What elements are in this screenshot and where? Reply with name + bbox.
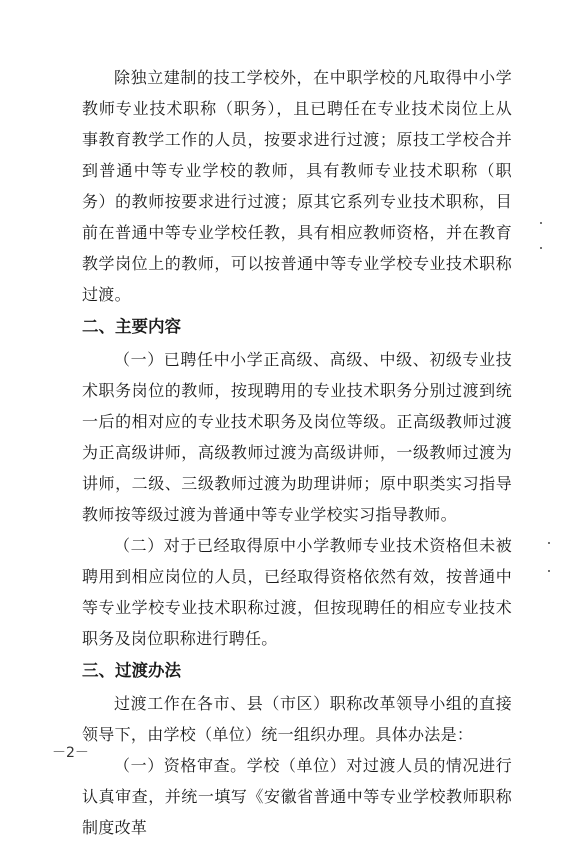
section-2-item-1: （一）已聘任中小学正高级、高级、中级、初级专业技术职务岗位的教师，按现聘用的专业技术职务分别过渡到统一后的相对应的专业技术职务及岗位等级。正高级教师过渡为正高级讲师，高级教师过渡为高级讲师，一级教师过渡为讲师，二级、三级教师过渡为助理讲师；原中职类实习指导教师按等级过渡为普通中等专业学校实习指导教师。 — [82, 350, 512, 524]
section-3-intro: 过渡工作在各市、县（市区）职称改革领导小组的直接领导下，由学校（单位）统一组织办理。具体办法是： — [82, 694, 512, 744]
paragraph-1: 除独立建制的技工学校外，在中职学校的凡取得中小学教师专业技术职称（职务），且已聘任在专业技术岗位上从事教育教学工作的人员，按要求进行过渡；原技工学校合并到普通中等专业学校的教师，具有教师专业技术职称（职务）的教师按要求进行过渡；原其它系列专业技术职称，目前在普通中等专业学校任教，具有相应教师资格，并在教育教学岗位上的教师，可以按普通中等专业学校专业技术职称过渡。 — [82, 68, 512, 304]
section-2-item-2: （二）对于已经取得原中小学教师专业技术资格但未被聘用到相应岗位的人员，已经取得资格依然有效，按普通中等专业学校专业技术职称过渡，但按现聘任的相应专业技术职务及岗位职称进行聘任。 — [82, 536, 512, 648]
section-2-heading: 二、主要内容 — [82, 317, 181, 336]
section-3-item-1: （一）资格审查。学校（单位）对过渡人员的情况进行认真审查，并统一填写《安徽省普通中等专业学校教师职称制度改革 — [82, 756, 512, 837]
document-body — [82, 62, 512, 843]
page-number: －2－ — [52, 745, 89, 761]
scan-speck — [540, 247, 542, 249]
scan-speck — [548, 570, 550, 572]
section-3-heading: 三、过渡办法 — [82, 661, 181, 680]
scan-speck — [548, 542, 550, 544]
scan-speck — [540, 222, 542, 224]
